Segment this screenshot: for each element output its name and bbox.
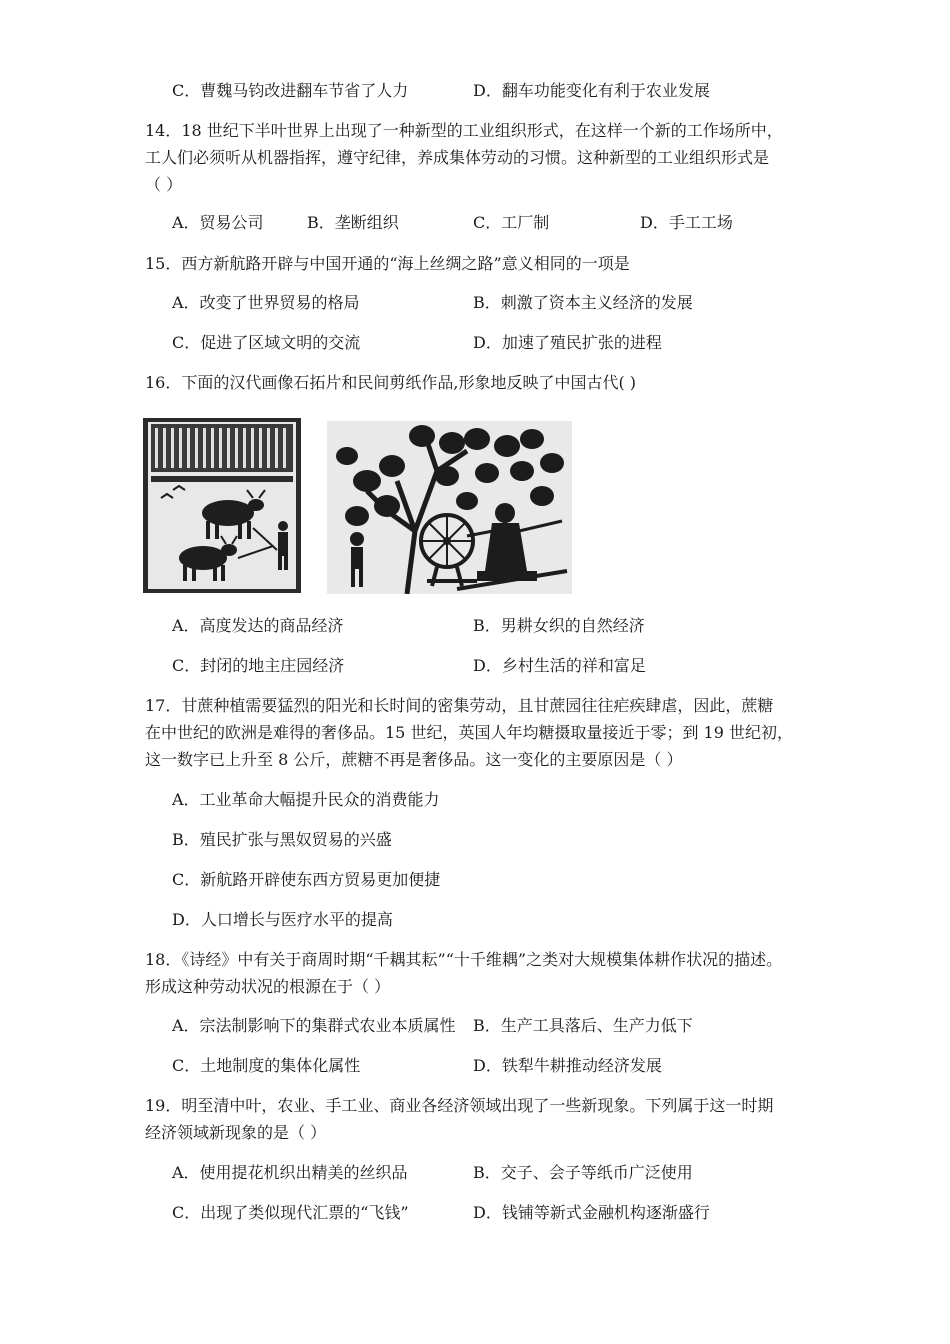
q17-option-a: A．工业革命大幅提升民众的消费能力	[172, 790, 440, 809]
q14-option-c: C．工厂制	[473, 213, 550, 232]
q16-stem: 16．下面的汉代画像石拓片和民间剪纸作品,形象地反映了中国古代( )	[145, 373, 637, 392]
q16-option-d: D．乡村生活的祥和富足	[473, 656, 646, 675]
han-stone-rubbing-image	[143, 418, 301, 593]
q18-option-d: D．铁犁牛耕推动经济发展	[473, 1056, 662, 1075]
q13-option-c: C．曹魏马钧改进翻车节省了人力	[172, 81, 409, 100]
q13-option-d: D．翻车功能变化有利于农业发展	[473, 81, 710, 100]
q16-option-c: C．封闭的地主庄园经济	[172, 656, 345, 675]
q14-option-b: B．垄断组织	[307, 213, 399, 232]
q19-option-d: D．钱铺等新式金融机构逐渐盛行	[473, 1203, 710, 1222]
q15-option-a: A．改变了世界贸易的格局	[172, 293, 360, 312]
q19-option-b: B．交子、会子等纸币广泛使用	[473, 1163, 693, 1182]
q14-stem-line-2: 工人们必须听从机器指挥，遵守纪律，养成集体劳动的习惯。这种新型的工业组织形式是	[145, 148, 770, 167]
q18-option-a: A．宗法制影响下的集群式农业本质属性	[172, 1016, 456, 1035]
q16-option-b: B．男耕女织的自然经济	[473, 616, 645, 635]
q15-option-b: B．刺激了资本主义经济的发展	[473, 293, 693, 312]
q19-stem-line-2: 经济领域新现象的是（ ）	[145, 1123, 327, 1142]
q19-option-a: A．使用提花机织出精美的丝织品	[172, 1163, 408, 1182]
q15-option-d: D．加速了殖民扩张的进程	[473, 333, 662, 352]
q17-stem-line-3: 这一数字已上升至 8 公斤，蔗糖不再是奢侈品。这一变化的主要原因是（ ）	[145, 750, 683, 769]
q17-option-d: D．人口增长与医疗水平的提高	[172, 910, 393, 929]
q14-option-d: D．手工工场	[640, 213, 733, 232]
q14-stem-line-1: 14．18 世纪下半叶世界上出现了一种新型的工业组织形式，在这样一个新的工作场所中，	[145, 121, 783, 140]
q18-stem-line-1: 18．《诗经》中有关于商周时期“千耦其耘”“十千维耦”之类对大规模集体耕作状况的描述。	[145, 950, 783, 969]
q19-stem-line-1: 19．明至清中叶，农业、手工业、商业各经济领域出现了一些新现象。下列属于这一时期	[145, 1096, 774, 1115]
q17-stem-line-1: 17．甘蔗种植需要猛烈的阳光和长时间的密集劳动，且甘蔗园往往疟疾肆虐，因此，蔗糖	[145, 696, 774, 715]
q17-option-b: B．殖民扩张与黑奴贸易的兴盛	[172, 830, 392, 849]
q16-option-a: A．高度发达的商品经济	[172, 616, 344, 635]
q17-option-c: C．新航路开辟使东西方贸易更加便捷	[172, 870, 441, 889]
q15-stem: 15．西方新航路开辟与中国开通的“海上丝绸之路”意义相同的一项是	[145, 254, 630, 273]
q14-stem-line-3: （ ）	[145, 175, 183, 194]
q19-option-c: C．出现了类似现代汇票的“飞钱”	[172, 1203, 409, 1222]
q18-stem-line-2: 形成这种劳动状况的根源在于（ ）	[145, 977, 391, 996]
q14-option-a: A．贸易公司	[172, 213, 264, 232]
folk-papercut-image	[327, 421, 572, 594]
q18-option-b: B．生产工具落后、生产力低下	[473, 1016, 693, 1035]
q18-option-c: C．土地制度的集体化属性	[172, 1056, 361, 1075]
q15-option-c: C．促进了区域文明的交流	[172, 333, 361, 352]
q17-stem-line-2: 在中世纪的欧洲是难得的奢侈品。15 世纪，英国人年均糖摄取量接近于零；到 19 世纪初，	[145, 723, 793, 742]
